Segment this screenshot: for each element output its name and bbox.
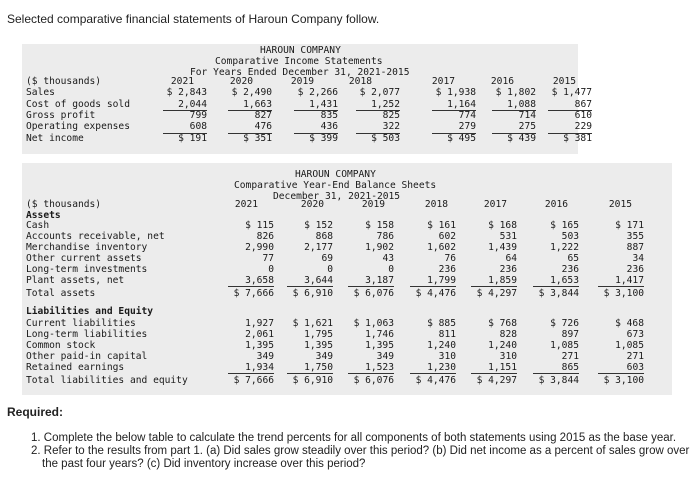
- asset-cell-value: 887: [626, 242, 644, 253]
- intro-text: Selected comparative financial statements of Haroun Company follow.: [7, 12, 380, 26]
- liability-cell-value: 673: [626, 329, 644, 340]
- income-subtotal-rule: [548, 110, 592, 111]
- liability-cell-value: 271: [561, 351, 579, 362]
- liability-cell-value: 1,230: [427, 362, 456, 373]
- income-year-header: 2020: [229, 76, 253, 87]
- liability-cell-value: 349: [256, 351, 274, 362]
- balance-total-rule: [533, 373, 579, 374]
- income-cell-value: $ 1,477: [551, 87, 592, 98]
- balance-year-header: 2020: [300, 199, 324, 210]
- balance-total-rule: [533, 286, 579, 287]
- asset-cell-value: $ 165: [550, 220, 579, 231]
- balance-total-rule: [598, 373, 644, 374]
- liability-cell-value: 310: [499, 351, 517, 362]
- asset-row-label: Accounts receivable, net: [26, 231, 165, 242]
- income-cell-value: $ 495: [447, 133, 476, 144]
- liability-cell-value: 1,795: [304, 329, 333, 340]
- income-subtotal-rule: [163, 133, 207, 134]
- liability-row-label: Other paid-in capital: [26, 351, 148, 362]
- asset-cell-value: 1,859: [488, 275, 517, 286]
- liabilities-equity-heading: Liabilities and Equity: [26, 306, 154, 317]
- balance-period: December 31, 2021-2015: [273, 191, 401, 202]
- balance-total-rule: [228, 373, 274, 374]
- liability-cell-value: 1,240: [427, 340, 456, 351]
- income-row-label: Cost of goods sold: [26, 99, 130, 110]
- asset-cell-value: 3,187: [365, 275, 394, 286]
- asset-cell-value: $ 7,666: [233, 288, 274, 299]
- balance-total-rule: [348, 286, 394, 287]
- liability-cell-value: 271: [626, 351, 644, 362]
- income-year-header: 2016: [490, 76, 514, 87]
- income-cell-value: $ 1,802: [495, 87, 536, 98]
- asset-cell-value: 826: [256, 231, 274, 242]
- balance-year-header: 2021: [234, 199, 258, 210]
- liability-row-label: Current liabilities: [26, 318, 136, 329]
- liability-cell-value: 897: [561, 329, 579, 340]
- income-cell-value: $ 2,266: [297, 87, 338, 98]
- balance-unit-label: ($ thousands): [26, 199, 102, 210]
- liability-cell-value: 1,746: [365, 329, 394, 340]
- income-cell-value: $ 381: [563, 133, 592, 144]
- liability-cell-value: $ 3,844: [538, 375, 579, 386]
- asset-cell-value: 2,990: [245, 242, 274, 253]
- income-statement-title: Comparative Income Statements: [215, 56, 383, 67]
- asset-cell-value: 355: [626, 231, 644, 242]
- liability-cell-value: $ 6,910: [292, 375, 333, 386]
- asset-row-label: Merchandise inventory: [26, 242, 148, 253]
- income-row-label: Sales: [26, 87, 55, 98]
- income-subtotal-rule: [356, 133, 400, 134]
- asset-cell-value: 531: [499, 231, 517, 242]
- required-heading: Required:: [7, 405, 64, 419]
- liability-cell-value: 1,240: [488, 340, 517, 351]
- asset-cell-value: $ 171: [615, 220, 644, 231]
- balance-company-name: HAROUN COMPANY: [295, 169, 376, 180]
- asset-row-label: Total assets: [26, 288, 96, 299]
- liability-cell-value: 865: [561, 362, 579, 373]
- liability-cell-value: $ 885: [427, 318, 456, 329]
- balance-sheet-panel: [22, 163, 672, 395]
- income-cell-value: $ 503: [371, 133, 400, 144]
- income-cell-value: $ 2,490: [231, 87, 272, 98]
- income-subtotal-rule: [163, 110, 207, 111]
- liability-cell-value: 1,085: [615, 340, 644, 351]
- income-cell-value: 436: [320, 121, 338, 132]
- income-cell-value: 476: [254, 121, 272, 132]
- income-cell-value: 1,164: [447, 99, 476, 110]
- liability-cell-value: 828: [499, 329, 517, 340]
- asset-cell-value: 0: [327, 264, 333, 275]
- asset-cell-value: 43: [382, 253, 394, 264]
- income-cell-value: 1,663: [243, 99, 272, 110]
- asset-row-label: Plant assets, net: [26, 275, 125, 286]
- question-1: 1. Complete the below table to calculate the trend percents for all components of both statements using 2015 as the base year.: [31, 432, 677, 444]
- income-cell-value: 279: [458, 121, 476, 132]
- asset-cell-value: 65: [567, 253, 579, 264]
- asset-cell-value: 602: [438, 231, 456, 242]
- balance-year-header: 2019: [361, 199, 385, 210]
- liability-cell-value: $ 468: [615, 318, 644, 329]
- income-cell-value: $ 1,938: [435, 87, 476, 98]
- income-row-label: Net income: [26, 133, 84, 144]
- asset-cell-value: 236: [438, 264, 456, 275]
- balance-total-rule: [228, 286, 274, 287]
- income-subtotal-rule: [432, 133, 476, 134]
- balance-year-header: 2016: [544, 199, 568, 210]
- asset-cell-value: 1,602: [427, 242, 456, 253]
- income-cell-value: 229: [574, 121, 592, 132]
- balance-total-rule: [410, 373, 456, 374]
- asset-cell-value: 69: [321, 253, 333, 264]
- income-subtotal-rule: [432, 110, 476, 111]
- liability-cell-value: 310: [438, 351, 456, 362]
- income-statement-panel: [22, 44, 592, 154]
- liability-row-label: Retained earnings: [26, 362, 125, 373]
- asset-cell-value: 1,439: [488, 242, 517, 253]
- income-company-name: HAROUN COMPANY: [260, 45, 341, 56]
- liability-cell-value: 1,927: [245, 318, 274, 329]
- income-unit-label: ($ thousands): [26, 76, 102, 87]
- asset-cell-value: 3,644: [304, 275, 333, 286]
- asset-cell-value: 0: [388, 264, 394, 275]
- income-cell-value: 1,088: [507, 99, 536, 110]
- income-cell-value: $ 351: [243, 133, 272, 144]
- asset-cell-value: $ 4,297: [476, 288, 517, 299]
- asset-cell-value: 1,653: [550, 275, 579, 286]
- income-cell-value: 322: [382, 121, 400, 132]
- asset-cell-value: $ 6,076: [353, 288, 394, 299]
- liability-row-label: Common stock: [26, 340, 96, 351]
- balance-year-header: 2018: [424, 199, 448, 210]
- asset-cell-value: $ 4,476: [415, 288, 456, 299]
- question-2-line-2: the past four years? (c) Did inventory increase over this period?: [42, 458, 366, 470]
- asset-cell-value: $ 161: [427, 220, 456, 231]
- asset-cell-value: 2,177: [304, 242, 333, 253]
- liability-cell-value: $ 768: [488, 318, 517, 329]
- liability-cell-value: $ 1,621: [292, 318, 333, 329]
- income-year-header: 2017: [431, 76, 455, 87]
- asset-cell-value: $ 168: [488, 220, 517, 231]
- balance-total-rule: [471, 373, 517, 374]
- balance-total-rule: [287, 373, 333, 374]
- balance-total-rule: [598, 286, 644, 287]
- liability-cell-value: $ 3,100: [603, 375, 644, 386]
- liability-cell-value: 349: [376, 351, 394, 362]
- income-cell-value: $ 439: [507, 133, 536, 144]
- question-2-line-1: 2. Refer to the results from part 1. (a) Did sales grow steadily over this period? (b) Did net income as a percent of sales grow over: [31, 445, 690, 457]
- liability-cell-value: 1,395: [304, 340, 333, 351]
- asset-cell-value: $ 6,910: [292, 288, 333, 299]
- income-cell-value: 608: [189, 121, 207, 132]
- asset-cell-value: $ 3,100: [603, 288, 644, 299]
- income-cell-value: $ 191: [178, 133, 207, 144]
- liability-cell-value: $ 4,476: [415, 375, 456, 386]
- liability-cell-value: 1,151: [488, 362, 517, 373]
- liability-cell-value: $ 4,297: [476, 375, 517, 386]
- income-cell-value: 835: [320, 110, 338, 121]
- asset-cell-value: 3,658: [245, 275, 274, 286]
- liability-cell-value: $ 7,666: [233, 375, 274, 386]
- income-cell-value: 714: [518, 110, 536, 121]
- income-subtotal-rule: [228, 133, 272, 134]
- income-year-header: 2018: [348, 76, 372, 87]
- income-subtotal-rule: [228, 110, 272, 111]
- asset-cell-value: 1,417: [615, 275, 644, 286]
- income-cell-value: $ 399: [309, 133, 338, 144]
- income-row-label: Operating expenses: [26, 121, 130, 132]
- liability-cell-value: 2,061: [245, 329, 274, 340]
- balance-year-header: 2015: [608, 199, 632, 210]
- balance-sheet-title: Comparative Year-End Balance Sheets: [234, 180, 437, 191]
- asset-cell-value: $ 115: [245, 220, 274, 231]
- liability-row-label: Total liabilities and equity: [26, 375, 188, 386]
- asset-cell-value: 34: [632, 253, 644, 264]
- asset-cell-value: 236: [561, 264, 579, 275]
- liability-cell-value: $ 726: [550, 318, 579, 329]
- liability-cell-value: 1,085: [550, 340, 579, 351]
- asset-cell-value: $ 3,844: [538, 288, 579, 299]
- liability-cell-value: $ 6,076: [353, 375, 394, 386]
- income-row-label: Gross profit: [26, 110, 96, 121]
- asset-cell-value: $ 152: [304, 220, 333, 231]
- income-subtotal-rule: [492, 110, 536, 111]
- income-cell-value: 867: [574, 99, 592, 110]
- income-period: For Years Ended December 31, 2021-2015: [190, 67, 410, 78]
- asset-cell-value: 1,902: [365, 242, 394, 253]
- asset-row-label: Long-term investments: [26, 264, 148, 275]
- income-cell-value: $ 2,077: [359, 87, 400, 98]
- liability-cell-value: 1,934: [245, 362, 274, 373]
- asset-cell-value: 868: [315, 231, 333, 242]
- income-year-header: 2019: [290, 76, 314, 87]
- income-cell-value: 2,044: [178, 99, 207, 110]
- asset-cell-value: 236: [626, 264, 644, 275]
- asset-cell-value: 1,222: [550, 242, 579, 253]
- liability-cell-value: 1,395: [245, 340, 274, 351]
- asset-cell-value: 1,799: [427, 275, 456, 286]
- asset-cell-value: $ 158: [365, 220, 394, 231]
- balance-total-rule: [471, 286, 517, 287]
- income-cell-value: 1,252: [371, 99, 400, 110]
- income-subtotal-rule: [356, 110, 400, 111]
- asset-row-label: Cash: [26, 220, 50, 231]
- balance-total-rule: [287, 286, 333, 287]
- balance-year-header: 2017: [483, 199, 507, 210]
- liability-cell-value: 811: [438, 329, 456, 340]
- income-cell-value: 275: [518, 121, 536, 132]
- income-cell-value: 799: [189, 110, 207, 121]
- balance-total-rule: [348, 373, 394, 374]
- asset-cell-value: 786: [376, 231, 394, 242]
- asset-cell-value: 236: [499, 264, 517, 275]
- income-cell-value: 825: [382, 110, 400, 121]
- asset-cell-value: 0: [268, 264, 274, 275]
- income-year-header: 2015: [552, 76, 576, 87]
- income-cell-value: 827: [254, 110, 272, 121]
- income-year-header: 2021: [170, 76, 194, 87]
- income-subtotal-rule: [294, 110, 338, 111]
- liability-cell-value: 1,750: [304, 362, 333, 373]
- income-subtotal-rule: [492, 133, 536, 134]
- asset-cell-value: 64: [505, 253, 517, 264]
- asset-cell-value: 503: [561, 231, 579, 242]
- income-cell-value: $ 2,843: [166, 87, 207, 98]
- income-cell-value: 774: [458, 110, 476, 121]
- income-cell-value: 1,431: [309, 99, 338, 110]
- income-cell-value: 610: [574, 110, 592, 121]
- liability-cell-value: 603: [626, 362, 644, 373]
- income-subtotal-rule: [294, 133, 338, 134]
- asset-cell-value: 77: [262, 253, 274, 264]
- liability-cell-value: $ 1,063: [353, 318, 394, 329]
- asset-row-label: Other current assets: [26, 253, 142, 264]
- liability-cell-value: 1,395: [365, 340, 394, 351]
- balance-total-rule: [410, 286, 456, 287]
- liability-cell-value: 1,523: [365, 362, 394, 373]
- assets-heading: Assets: [26, 210, 61, 221]
- income-subtotal-rule: [548, 133, 592, 134]
- liability-cell-value: 349: [315, 351, 333, 362]
- asset-cell-value: 76: [444, 253, 456, 264]
- liability-row-label: Long-term liabilities: [26, 329, 148, 340]
